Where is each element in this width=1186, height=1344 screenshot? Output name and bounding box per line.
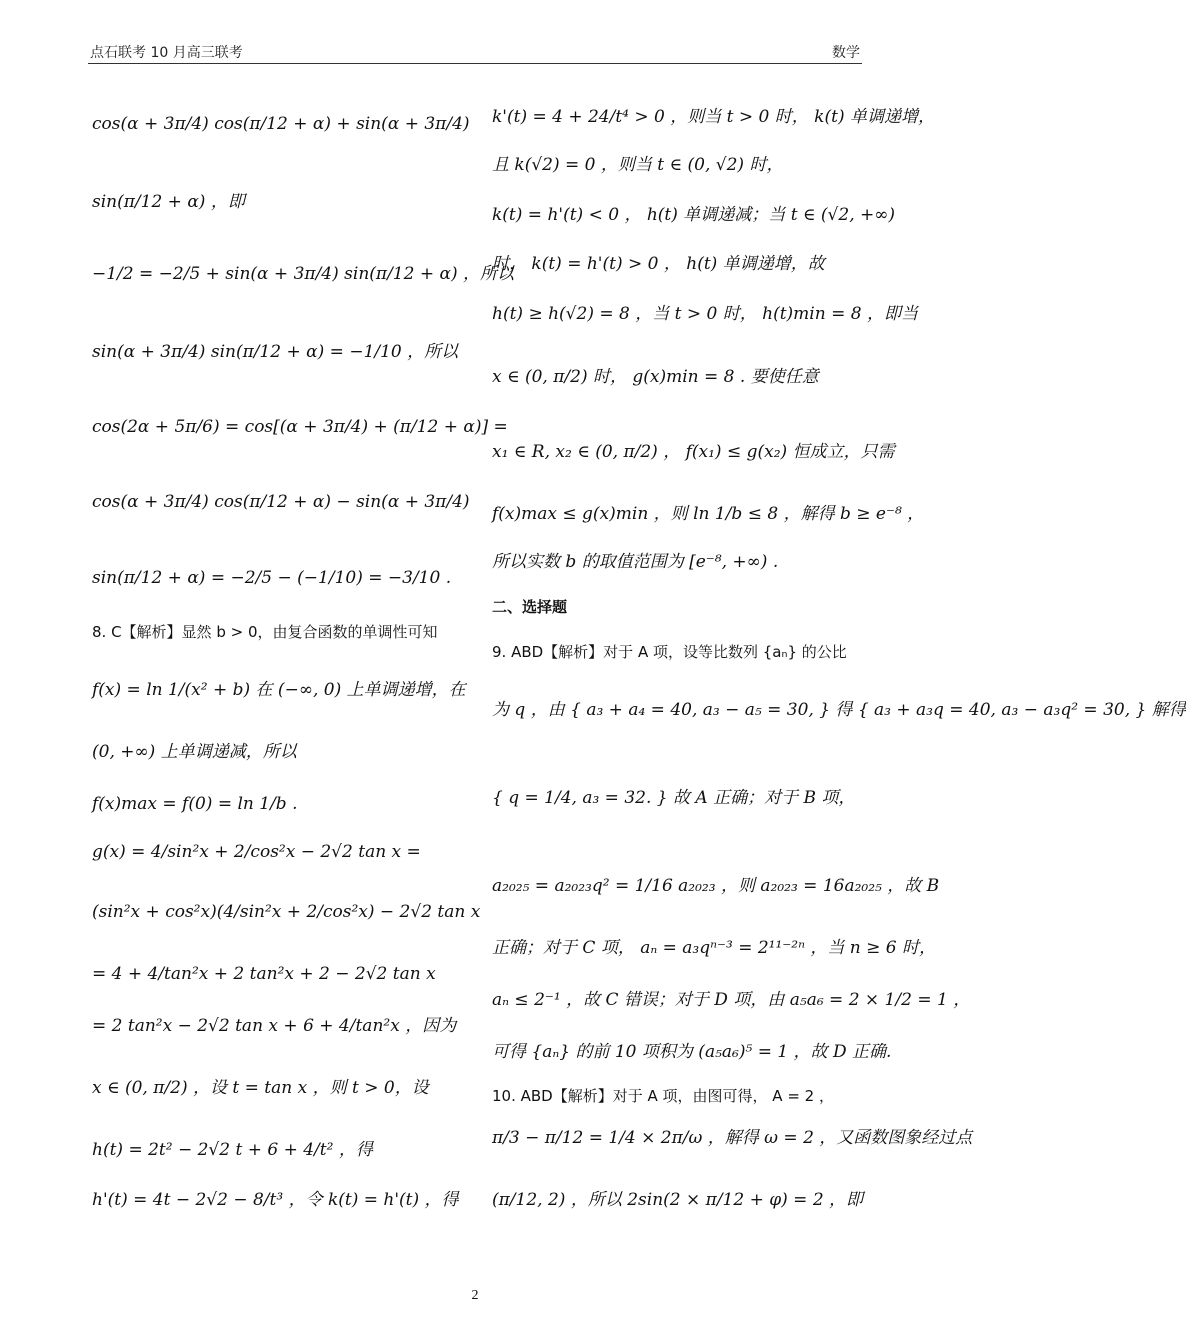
math-line: 所以实数 b 的取值范围为 [e⁻⁸, +∞) . — [492, 552, 779, 572]
solution-9-heading: 9. ABD【解析】对于 A 项，设等比数列 {aₙ} 的公比 — [492, 643, 847, 661]
solution-8-heading: 8. C【解析】显然 b > 0，由复合函数的单调性可知 — [92, 623, 438, 641]
math-line: g(x) = 4/sin²x + 2/cos²x − 2√2 tan x = — [92, 842, 421, 862]
math-line: k(t) = h'(t) < 0 ， h(t) 单调递减；当 t ∈ (√2, +∞) — [492, 205, 896, 225]
page-number: 2 — [471, 1288, 479, 1303]
math-line: f(x)max = f(0) = ln 1/b . — [92, 794, 298, 814]
math-line: 且 k(√2) = 0 ，则当 t ∈ (0, √2) 时， — [492, 155, 784, 175]
header-subject: 数学 — [832, 45, 860, 61]
math-line: (0, +∞) 上单调递减，所以 — [92, 742, 297, 762]
math-line: { q = 1/4, a₃ = 32. } 故 A 正确；对于 B 项， — [492, 788, 856, 808]
math-line: x ∈ (0, π/2) 时， g(x)min = 8 . 要使任意 — [492, 367, 819, 387]
math-line: 时， k(t) = h'(t) > 0 ， h(t) 单调递增，故 — [492, 254, 825, 274]
math-line: sin(π/12 + α) = −2/5 − (−1/10) = −3/10 . — [92, 568, 452, 588]
math-line: aₙ ≤ 2⁻¹ ，故 C 错误；对于 D 项，由 a₅a₆ = 2 × 1/2 = 1 ， — [492, 990, 971, 1010]
math-line: k'(t) = 4 + 24/t⁴ > 0 ，则当 t > 0 时， k(t) 单调递增， — [492, 107, 935, 127]
math-line: −1/2 = −2/5 + sin(α + 3π/4) sin(π/12 + α) ，所以 — [92, 264, 514, 284]
math-line: x ∈ (0, π/2) ，设 t = tan x ，则 t > 0，设 — [92, 1078, 429, 1098]
math-line: h'(t) = 4t − 2√2 − 8/t³ ，令 k(t) = h'(t) ，得 — [92, 1190, 459, 1210]
math-line: x₁ ∈ R, x₂ ∈ (0, π/2) ， f(x₁) ≤ g(x₂) 恒成立，只需 — [492, 442, 895, 462]
math-line: f(x) = ln 1/(x² + b) 在 (−∞, 0) 上单调递增，在 — [92, 680, 466, 700]
page-header — [88, 40, 862, 64]
math-line: cos(α + 3π/4) cos(π/12 + α) − sin(α + 3π/4) — [92, 492, 470, 512]
math-line: sin(α + 3π/4) sin(π/12 + α) = −1/10 ，所以 — [92, 342, 459, 362]
math-line: h(t) ≥ h(√2) = 8 ，当 t > 0 时， h(t)min = 8 ，即当 — [492, 304, 918, 324]
math-line: 正确；对于 C 项， aₙ = a₃qⁿ⁻³ = 2¹¹⁻²ⁿ ，当 n ≥ 6 时， — [492, 938, 937, 958]
math-line: cos(2α + 5π/6) = cos[(α + 3π/4) + (π/12 + α)] = — [92, 417, 508, 437]
math-line: f(x)max ≤ g(x)min ，则 ln 1/b ≤ 8 ，解得 b ≥ e⁻⁸ ， — [492, 504, 925, 524]
math-line: sin(π/12 + α) ，即 — [92, 192, 245, 212]
header-divider — [88, 63, 862, 64]
math-line: (π/12, 2) ，所以 2sin(2 × π/12 + φ) = 2 ，即 — [492, 1190, 864, 1210]
section-heading: 二、选择题 — [492, 598, 568, 616]
math-line: = 4 + 4/tan²x + 2 tan²x + 2 − 2√2 tan x — [92, 964, 436, 984]
math-line: cos(α + 3π/4) cos(π/12 + α) + sin(α + 3π/4) — [92, 114, 470, 134]
math-line: a₂₀₂₅ = a₂₀₂₃q² = 1/16 a₂₀₂₃ ，则 a₂₀₂₃ = 16a₂₀₂₅ ，故 B — [492, 876, 940, 896]
solution-10-heading: 10. ABD【解析】对于 A 项，由图可得， A = 2 ， — [492, 1087, 834, 1105]
math-line: h(t) = 2t² − 2√2 t + 6 + 4/t² ，得 — [92, 1140, 373, 1160]
header-exam-title: 点石联考 10 月高三联考 — [90, 45, 243, 61]
math-line: (sin²x + cos²x)(4/sin²x + 2/cos²x) − 2√2 tan x — [92, 902, 481, 922]
math-line: = 2 tan²x − 2√2 tan x + 6 + 4/tan²x ，因为 — [92, 1016, 457, 1036]
math-line: 可得 {aₙ} 的前 10 项积为 (a₅a₆)⁵ = 1 ，故 D 正确. — [492, 1042, 892, 1062]
math-line: 为 q ，由 { a₃ + a₄ = 40, a₃ − a₅ = 30, } 得 { a₃ + a₃q = 40, a₃ − a₃q² = 30, } 解得 — [492, 700, 1186, 720]
math-line: π/3 − π/12 = 1/4 × 2π/ω ，解得 ω = 2 ，又函数图象经过点 — [492, 1128, 973, 1148]
